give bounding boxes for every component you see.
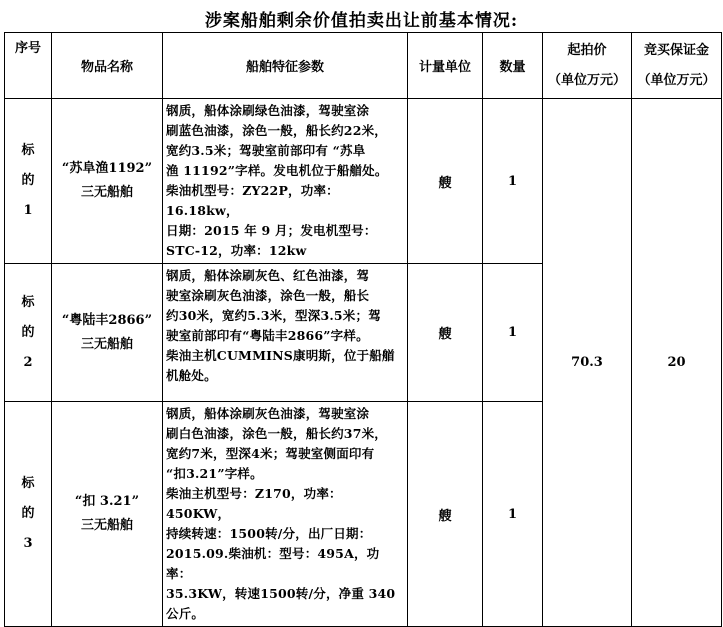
row-name: “苏阜渔1192” 三无船舶 bbox=[52, 99, 163, 264]
header-name: 物品名称 bbox=[52, 33, 163, 99]
start-price: 70.3 bbox=[543, 99, 632, 627]
row-index: 标 的 1 bbox=[5, 99, 52, 264]
header-unit: 计量单位 bbox=[408, 33, 483, 99]
header-spec: 船舶特征参数 bbox=[163, 33, 408, 99]
page-title: 涉案船舶剩余价值拍卖出让前基本情况: bbox=[204, 11, 519, 31]
row-qty: 1 bbox=[483, 99, 543, 264]
row-spec: 钢质，船体涂刷灰色油漆，驾驶室涂 刷白色油漆，涂色一般，船长约37米， 宽约7米，型深4米；驾驶室侧面印有 “扣3.21”字样。 柴油主机型号：Z170，功率：450KW， 持续转速：1500转/分，出厂日期： 2015.09.柴油机：型号：495A，功率： 35.3KW，转速1500转/分，净重 340 公斤。 bbox=[163, 402, 408, 627]
row-unit: 艘 bbox=[408, 264, 483, 402]
row-index: 标 的 2 bbox=[5, 264, 52, 402]
header-deposit-line2: （单位万元） bbox=[637, 72, 716, 88]
row-name: “扣 3.21” 三无船舶 bbox=[52, 402, 163, 627]
deposit: 20 bbox=[632, 99, 722, 627]
header-deposit bbox=[632, 33, 722, 99]
header-start-price-line2: （单位万元） bbox=[547, 72, 626, 88]
row-unit: 艘 bbox=[408, 99, 483, 264]
row-spec: 钢质，船体涂刷绿色油漆，驾驶室涂 刷蓝色油漆，涂色一般，船长约22米， 宽约3.5米；驾驶室前部印有 “苏阜 渔 11192”字样。发电机位于船艏处。 柴油机型号：ZY22P，功率：16.18kw， 日期：2015 年 9 月；发电机型号： STC-12，功率：12kw bbox=[163, 99, 408, 264]
row-index: 标 的 3 bbox=[5, 402, 52, 627]
table-row bbox=[5, 99, 722, 264]
header-qty: 数量 bbox=[483, 33, 543, 99]
row-spec: 钢质，船体涂刷灰色、红色油漆，驾 驶室涂刷灰色油漆，涂色一般，船长 约30米，宽约5.3米，型深3.5米；驾 驶室前部印有“粤陆丰2866”字样。 柴油主机CUMMINS康明斯，位于船艏 机舱处。 bbox=[163, 264, 408, 402]
row-qty: 1 bbox=[483, 264, 543, 402]
row-name: “粤陆丰2866” 三无船舶 bbox=[52, 264, 163, 402]
row-qty: 1 bbox=[483, 402, 543, 627]
header-start-price bbox=[543, 33, 632, 99]
header-row bbox=[5, 33, 722, 99]
ship-table bbox=[4, 32, 722, 627]
row-unit: 艘 bbox=[408, 402, 483, 627]
header-index: 序号 bbox=[5, 33, 52, 99]
header-deposit-line1: 竞买保证金 bbox=[643, 42, 709, 58]
header-start-price-line1: 起拍价 bbox=[567, 42, 607, 58]
